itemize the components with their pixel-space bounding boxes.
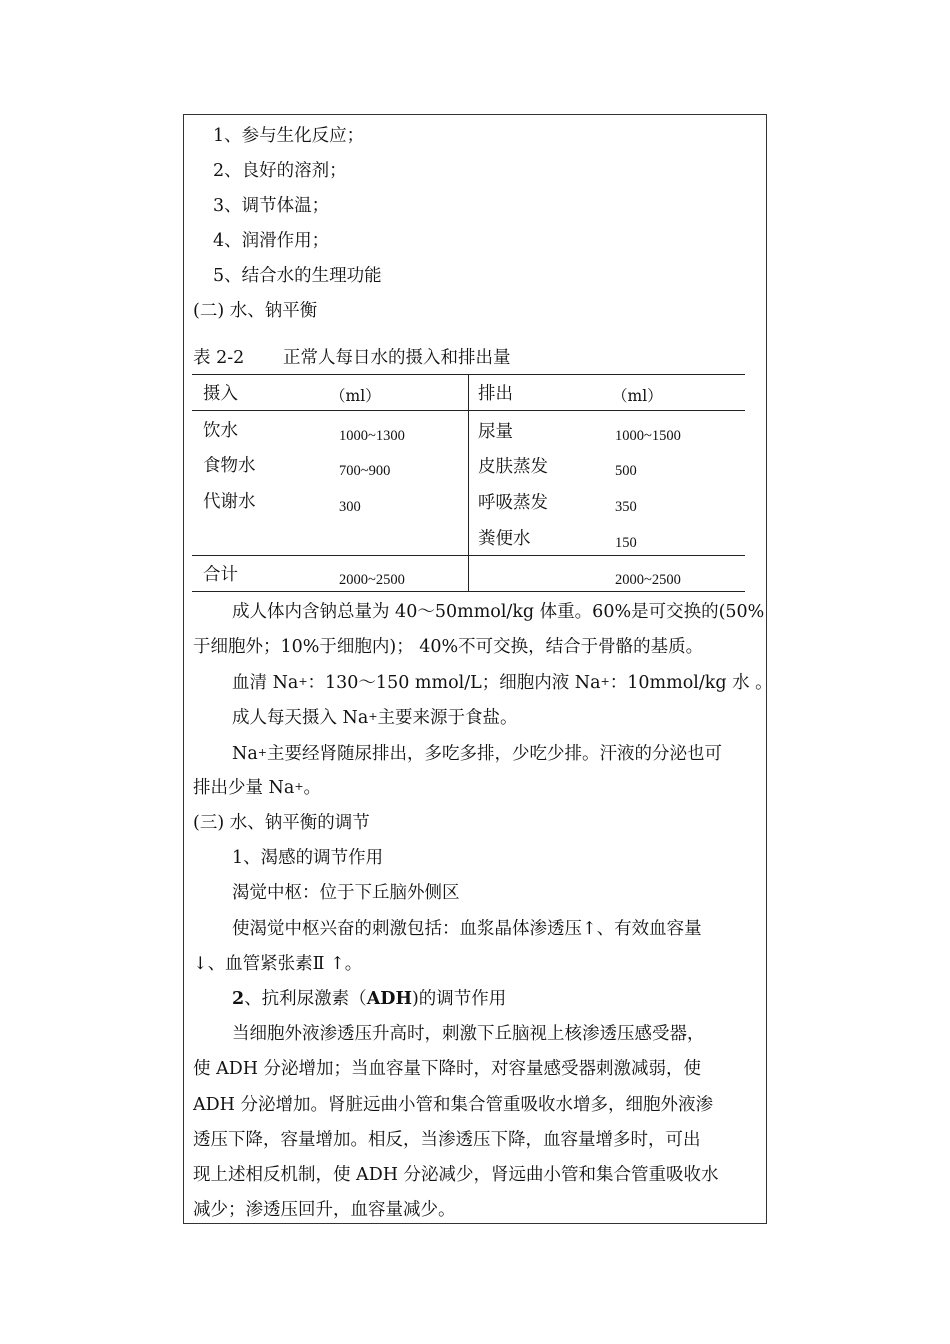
function-item-3: 3、调节体温； bbox=[213, 196, 330, 216]
intake-text-b: 主要来源于食盐。 bbox=[377, 708, 518, 728]
output-label-3: 呼吸蒸发 bbox=[478, 493, 548, 513]
intake-text-a: 成人每天摄入 Na bbox=[232, 708, 369, 728]
intake-label-3: 代谢水 bbox=[203, 492, 256, 512]
serum-sodium-line bbox=[232, 671, 773, 695]
function-item-2: 2、良好的溶剂； bbox=[213, 161, 347, 181]
output-label-1: 尿量 bbox=[478, 422, 513, 442]
plus-sign: + bbox=[294, 780, 304, 793]
plus-sign: + bbox=[257, 746, 267, 759]
adh-paragraph-line-3: ADH 分泌增加。肾脏远曲小管和集合管重吸收水增多，细胞外液渗 bbox=[193, 1095, 713, 1115]
sodium-excretion-line-2 bbox=[193, 776, 321, 800]
subheading-adh bbox=[232, 987, 506, 1011]
table-caption-title: 正常人每日水的摄入和排出量 bbox=[283, 348, 511, 368]
subheading-adh-abbr: ADH bbox=[366, 989, 412, 1009]
serum-text-b: ：130～150 mmol/L；细胞内液 Na bbox=[307, 673, 601, 693]
sodium-paragraph-line-1: 成人体内含钠总量为 40～50mmol/kg 体重。60%是可交换的(50% bbox=[232, 602, 765, 622]
output-value-1: 1000~1500 bbox=[615, 428, 681, 444]
intake-value-1: 1000~1300 bbox=[339, 428, 405, 444]
intake-label-1: 饮水 bbox=[203, 421, 238, 441]
table-header-intake: 摄入 bbox=[203, 384, 238, 404]
subheading-thirst: 1、渴感的调节作用 bbox=[232, 848, 384, 868]
sodium-paragraph-line-2: 于细胞外；10%于细胞内)； 40%不可交换，结合于骨骼的基质。 bbox=[193, 637, 704, 657]
excrete-text-b: 主要经肾随尿排出，多吃多排，少吃少排。汗液的分泌也可 bbox=[266, 744, 722, 764]
thirst-stimuli-line-2: ↓、血管紧张素Ⅱ ↑。 bbox=[193, 954, 363, 974]
function-item-1: 1、参与生化反应； bbox=[213, 126, 365, 146]
section-heading-3: (三) 水、钠平衡的调节 bbox=[193, 813, 370, 833]
sodium-excretion-line-1 bbox=[232, 742, 722, 766]
table-header-output-unit: （ml） bbox=[612, 387, 663, 405]
output-label-4: 粪便水 bbox=[478, 529, 531, 549]
plus-sign: + bbox=[298, 675, 308, 688]
thirst-stimuli-line-1: 使渴觉中枢兴奋的刺激包括：血浆晶体渗透压↑、有效血容量 bbox=[232, 919, 702, 939]
plus-sign: + bbox=[600, 675, 610, 688]
subheading-adh-text-c: )的调节作用 bbox=[411, 989, 507, 1009]
table-column-divider bbox=[468, 374, 469, 591]
output-value-3: 350 bbox=[615, 499, 637, 515]
excrete-text-c: 排出少量 Na bbox=[193, 778, 295, 798]
total-label: 合计 bbox=[203, 565, 238, 585]
adh-paragraph-line-1: 当细胞外液渗透压升高时，刺激下丘脑视上核渗透压感受器， bbox=[232, 1024, 705, 1044]
excrete-text-a: Na bbox=[232, 744, 258, 764]
excrete-text-d: 。 bbox=[303, 778, 322, 798]
table-header-intake-unit: （ml） bbox=[330, 387, 381, 405]
serum-text-a: 血清 Na bbox=[232, 673, 299, 693]
total-output-value: 2000~2500 bbox=[615, 572, 681, 588]
section-heading-2: (二) 水、钠平衡 bbox=[193, 301, 318, 321]
function-item-5: 5、结合水的生理功能 bbox=[213, 266, 382, 286]
intake-value-3: 300 bbox=[339, 499, 361, 515]
output-value-4: 150 bbox=[615, 535, 637, 551]
table-header-output: 排出 bbox=[478, 384, 513, 404]
adh-paragraph-line-6: 减少；渗透压回升，血容量减少。 bbox=[193, 1200, 456, 1220]
total-intake-value: 2000~2500 bbox=[339, 572, 405, 588]
intake-value-2: 700~900 bbox=[339, 463, 391, 479]
function-item-4: 4、润滑作用； bbox=[213, 231, 330, 251]
subheading-adh-number: 2 bbox=[232, 989, 245, 1009]
adh-paragraph-line-2: 使 ADH 分泌增加；当血容量下降时，对容量感受器刺激减弱，使 bbox=[193, 1059, 702, 1079]
adh-paragraph-line-5: 现上述相反机制，使 ADH 分泌减少，肾远曲小管和集合管重吸收水 bbox=[193, 1165, 719, 1185]
output-value-2: 500 bbox=[615, 463, 637, 479]
output-label-2: 皮肤蒸发 bbox=[478, 457, 548, 477]
subheading-adh-text-a: 、抗利尿激素（ bbox=[244, 989, 367, 1009]
intake-label-2: 食物水 bbox=[203, 456, 256, 476]
serum-text-c: ：10mmol/kg 水 。 bbox=[609, 673, 773, 693]
table-caption-number: 表 2-2 bbox=[193, 348, 245, 368]
plus-sign: + bbox=[368, 710, 378, 723]
adh-paragraph-line-4: 透压下降，容量增加。相反，当渗透压下降，血容量增多时，可出 bbox=[193, 1130, 701, 1150]
thirst-center-line: 渴觉中枢：位于下丘脑外侧区 bbox=[232, 883, 460, 903]
sodium-intake-line bbox=[232, 706, 518, 730]
